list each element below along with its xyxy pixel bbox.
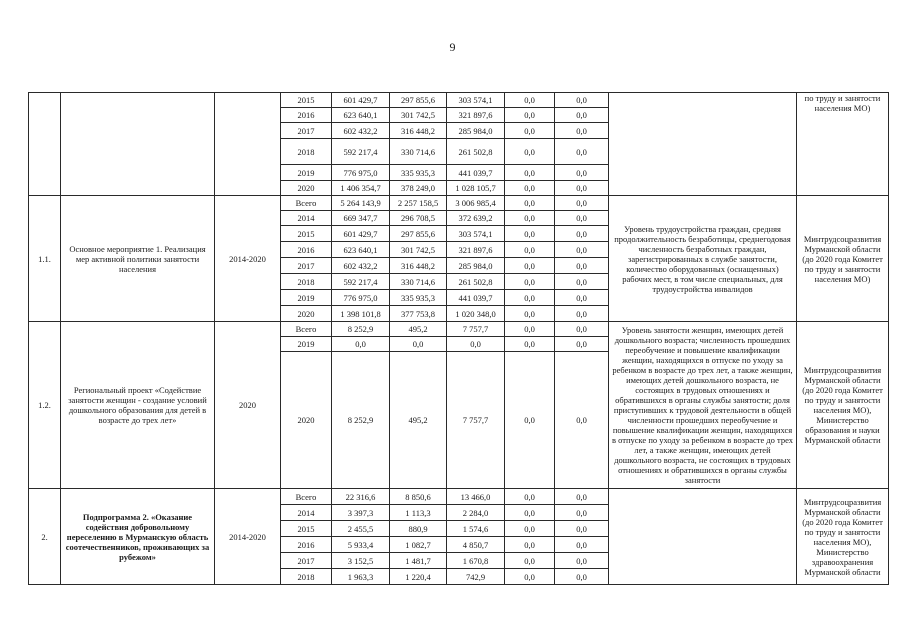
regional-budget-cell: 1 028 105,7: [447, 181, 505, 196]
other-sources-cell: 0,0: [555, 290, 609, 306]
total-cell: 5 933,4: [332, 537, 390, 553]
federal-budget-cell: 297 855,6: [390, 226, 447, 242]
total-cell: 592 217,4: [332, 139, 390, 165]
year-cell: 2015: [281, 226, 332, 242]
federal-budget-cell: 316 448,2: [390, 123, 447, 139]
other-sources-cell: 0,0: [555, 352, 609, 489]
regional-budget-cell: 303 574,1: [447, 226, 505, 242]
municipal-budget-cell: 0,0: [505, 337, 555, 352]
municipal-budget-cell: 0,0: [505, 489, 555, 505]
regional-budget-cell: 261 502,8: [447, 139, 505, 165]
regional-budget-cell: 261 502,8: [447, 274, 505, 290]
municipal-budget-cell: 0,0: [505, 521, 555, 537]
regional-budget-cell: 285 984,0: [447, 258, 505, 274]
total-cell: 776 975,0: [332, 165, 390, 181]
regional-budget-cell: 303 574,1: [447, 93, 505, 108]
year-cell: 2017: [281, 553, 332, 569]
executor-cell: по труду и занятости населения МО): [797, 93, 889, 196]
total-cell: 592 217,4: [332, 274, 390, 290]
federal-budget-cell: 1 113,3: [390, 505, 447, 521]
total-cell: 1 398 101,8: [332, 306, 390, 322]
year-cell: 2016: [281, 537, 332, 553]
indicator-cell: [609, 489, 797, 585]
executor-cell: Минтрудсоцразвития Мурманской области (до 2020 года Комитет по труду и занятости населения МО): [797, 196, 889, 322]
regional-budget-cell: 13 466,0: [447, 489, 505, 505]
federal-budget-cell: 335 935,3: [390, 165, 447, 181]
municipal-budget-cell: 0,0: [505, 165, 555, 181]
year-cell: Всего: [281, 322, 332, 337]
federal-budget-cell: 1 082,7: [390, 537, 447, 553]
municipal-budget-cell: 0,0: [505, 181, 555, 196]
other-sources-cell: 0,0: [555, 306, 609, 322]
federal-budget-cell: 1 220,4: [390, 569, 447, 585]
total-cell: 602 432,2: [332, 123, 390, 139]
municipal-budget-cell: 0,0: [505, 258, 555, 274]
other-sources-cell: 0,0: [555, 258, 609, 274]
municipal-budget-cell: 0,0: [505, 226, 555, 242]
other-sources-cell: 0,0: [555, 181, 609, 196]
item-name-cell: [61, 93, 215, 196]
other-sources-cell: 0,0: [555, 553, 609, 569]
municipal-budget-cell: 0,0: [505, 569, 555, 585]
other-sources-cell: 0,0: [555, 226, 609, 242]
other-sources-cell: 0,0: [555, 569, 609, 585]
municipal-budget-cell: 0,0: [505, 139, 555, 165]
total-cell: 1 963,3: [332, 569, 390, 585]
regional-budget-cell: 1 670,8: [447, 553, 505, 569]
federal-budget-cell: 1 481,7: [390, 553, 447, 569]
other-sources-cell: 0,0: [555, 93, 609, 108]
period-cell: 2014-2020: [215, 489, 281, 585]
total-cell: 8 252,9: [332, 352, 390, 489]
year-cell: Всего: [281, 196, 332, 211]
other-sources-cell: 0,0: [555, 196, 609, 211]
table-row: [29, 489, 889, 505]
item-name-cell: Подпрограмма 2. «Оказание содействия добровольному переселению в Мурманскую область соотечественников, проживающих за рубежом»: [61, 489, 215, 585]
municipal-budget-cell: 0,0: [505, 537, 555, 553]
total-cell: 2 455,5: [332, 521, 390, 537]
municipal-budget-cell: 0,0: [505, 196, 555, 211]
item-number-cell: [29, 93, 61, 196]
total-cell: 5 264 143,9: [332, 196, 390, 211]
year-cell: 2020: [281, 352, 332, 489]
other-sources-cell: 0,0: [555, 242, 609, 258]
regional-budget-cell: 441 039,7: [447, 290, 505, 306]
total-cell: 602 432,2: [332, 258, 390, 274]
year-cell: 2020: [281, 181, 332, 196]
total-cell: 1 406 354,7: [332, 181, 390, 196]
municipal-budget-cell: 0,0: [505, 123, 555, 139]
regional-budget-cell: 1 020 348,0: [447, 306, 505, 322]
indicator-cell: Уровень занятости женщин, имеющих детей дошкольного возраста; численность прошедших переобучение и повышение квалификации женщин, находящихся в отпуске по уходу за ребенком в возрасте до трех лет, а также женщин, имеющих детей дошкольного возраста, не состоящих в трудовых отношениях и обратившихся в органы службы занятости; доля приступивших к трудовой деятельности в общей численности прошедших переобучение и повышение квалификации женщин, находящихся в отпуске по уходу за ребенком в возрасте до трех лет, а также женщин, имеющих детей дошкольного возраста, не состоящих в трудовых отношениях и обратившихся в органы службы занятости: [609, 322, 797, 489]
regional-budget-cell: 372 639,2: [447, 211, 505, 226]
year-cell: 2019: [281, 165, 332, 181]
total-cell: 8 252,9: [332, 322, 390, 337]
year-cell: 2017: [281, 258, 332, 274]
federal-budget-cell: 296 708,5: [390, 211, 447, 226]
municipal-budget-cell: 0,0: [505, 211, 555, 226]
federal-budget-cell: 495,2: [390, 322, 447, 337]
period-cell: 2014-2020: [215, 196, 281, 322]
municipal-budget-cell: 0,0: [505, 553, 555, 569]
year-cell: 2014: [281, 505, 332, 521]
regional-budget-cell: 321 897,6: [447, 242, 505, 258]
period-cell: [215, 93, 281, 196]
total-cell: 669 347,7: [332, 211, 390, 226]
municipal-budget-cell: 0,0: [505, 352, 555, 489]
other-sources-cell: 0,0: [555, 505, 609, 521]
federal-budget-cell: 297 855,6: [390, 93, 447, 108]
municipal-budget-cell: 0,0: [505, 505, 555, 521]
other-sources-cell: 0,0: [555, 337, 609, 352]
municipal-budget-cell: 0,0: [505, 93, 555, 108]
federal-budget-cell: 0,0: [390, 337, 447, 352]
item-name-cell: Основное мероприятие 1. Реализация мер активной политики занятости населения: [61, 196, 215, 322]
other-sources-cell: 0,0: [555, 108, 609, 123]
page-number: 9: [449, 40, 456, 54]
total-cell: 601 429,7: [332, 93, 390, 108]
total-cell: 623 640,1: [332, 108, 390, 123]
federal-budget-cell: 377 753,8: [390, 306, 447, 322]
regional-budget-cell: 321 897,6: [447, 108, 505, 123]
federal-budget-cell: 335 935,3: [390, 290, 447, 306]
federal-budget-cell: 495,2: [390, 352, 447, 489]
regional-budget-cell: 4 850,7: [447, 537, 505, 553]
regional-budget-cell: 1 574,6: [447, 521, 505, 537]
municipal-budget-cell: 0,0: [505, 242, 555, 258]
municipal-budget-cell: 0,0: [505, 322, 555, 337]
item-number-cell: 1.2.: [29, 322, 61, 489]
indicator-cell: Уровень трудоустройства граждан, средняя продолжительность безработицы, среднегодовая численность безработных граждан, зарегистрированных в службе занятости, количество оборудованных (оснащенных) рабочих мест, в том числе специальных, для трудоустройства инвалидов: [609, 196, 797, 322]
federal-budget-cell: 301 742,5: [390, 242, 447, 258]
executor-cell: Минтрудсоцразвития Мурманской области (до 2020 года Комитет по труду и занятости населения МО), Министерство образования и науки Мурманской области: [797, 322, 889, 489]
other-sources-cell: 0,0: [555, 489, 609, 505]
regional-budget-cell: 742,9: [447, 569, 505, 585]
table-row: [29, 93, 889, 108]
regional-budget-cell: 0,0: [447, 337, 505, 352]
year-cell: 2017: [281, 123, 332, 139]
total-cell: 601 429,7: [332, 226, 390, 242]
table-row: [29, 196, 889, 211]
other-sources-cell: 0,0: [555, 537, 609, 553]
other-sources-cell: 0,0: [555, 521, 609, 537]
federal-budget-cell: 378 249,0: [390, 181, 447, 196]
other-sources-cell: 0,0: [555, 322, 609, 337]
federal-budget-cell: 8 850,6: [390, 489, 447, 505]
year-cell: 2014: [281, 211, 332, 226]
other-sources-cell: 0,0: [555, 274, 609, 290]
other-sources-cell: 0,0: [555, 211, 609, 226]
year-cell: 2015: [281, 521, 332, 537]
item-number-cell: 2.: [29, 489, 61, 585]
regional-budget-cell: 2 284,0: [447, 505, 505, 521]
total-cell: 776 975,0: [332, 290, 390, 306]
year-cell: 2015: [281, 93, 332, 108]
regional-budget-cell: 441 039,7: [447, 165, 505, 181]
total-cell: 3 397,3: [332, 505, 390, 521]
executor-cell: Минтрудсоцразвития Мурманской области (до 2020 года Комитет по труду и занятости населения МО), Министерство здравоохранения Мурманской области: [797, 489, 889, 585]
year-cell: 2016: [281, 108, 332, 123]
total-cell: 22 316,6: [332, 489, 390, 505]
year-cell: 2020: [281, 306, 332, 322]
year-cell: 2019: [281, 290, 332, 306]
table-row: [29, 322, 889, 337]
total-cell: 3 152,5: [332, 553, 390, 569]
municipal-budget-cell: 0,0: [505, 108, 555, 123]
federal-budget-cell: 330 714,6: [390, 139, 447, 165]
federal-budget-cell: 316 448,2: [390, 258, 447, 274]
federal-budget-cell: 301 742,5: [390, 108, 447, 123]
other-sources-cell: 0,0: [555, 123, 609, 139]
other-sources-cell: 0,0: [555, 165, 609, 181]
federal-budget-cell: 330 714,6: [390, 274, 447, 290]
year-cell: 2018: [281, 569, 332, 585]
year-cell: 2016: [281, 242, 332, 258]
federal-budget-cell: 880,9: [390, 521, 447, 537]
regional-budget-cell: 7 757,7: [447, 322, 505, 337]
municipal-budget-cell: 0,0: [505, 274, 555, 290]
program-funding-table: [28, 92, 889, 585]
federal-budget-cell: 2 257 158,5: [390, 196, 447, 211]
year-cell: 2018: [281, 274, 332, 290]
total-cell: 623 640,1: [332, 242, 390, 258]
municipal-budget-cell: 0,0: [505, 290, 555, 306]
other-sources-cell: 0,0: [555, 139, 609, 165]
year-cell: 2018: [281, 139, 332, 165]
regional-budget-cell: 7 757,7: [447, 352, 505, 489]
year-cell: Всего: [281, 489, 332, 505]
regional-budget-cell: 285 984,0: [447, 123, 505, 139]
total-cell: 0,0: [332, 337, 390, 352]
item-name-cell: Региональный проект «Содействие занятости женщин - создание условий дошкольного образования для детей в возрасте до трех лет»: [61, 322, 215, 489]
year-cell: 2019: [281, 337, 332, 352]
regional-budget-cell: 3 006 985,4: [447, 196, 505, 211]
indicator-cell: [609, 93, 797, 196]
item-number-cell: 1.1.: [29, 196, 61, 322]
municipal-budget-cell: 0,0: [505, 306, 555, 322]
period-cell: 2020: [215, 322, 281, 489]
